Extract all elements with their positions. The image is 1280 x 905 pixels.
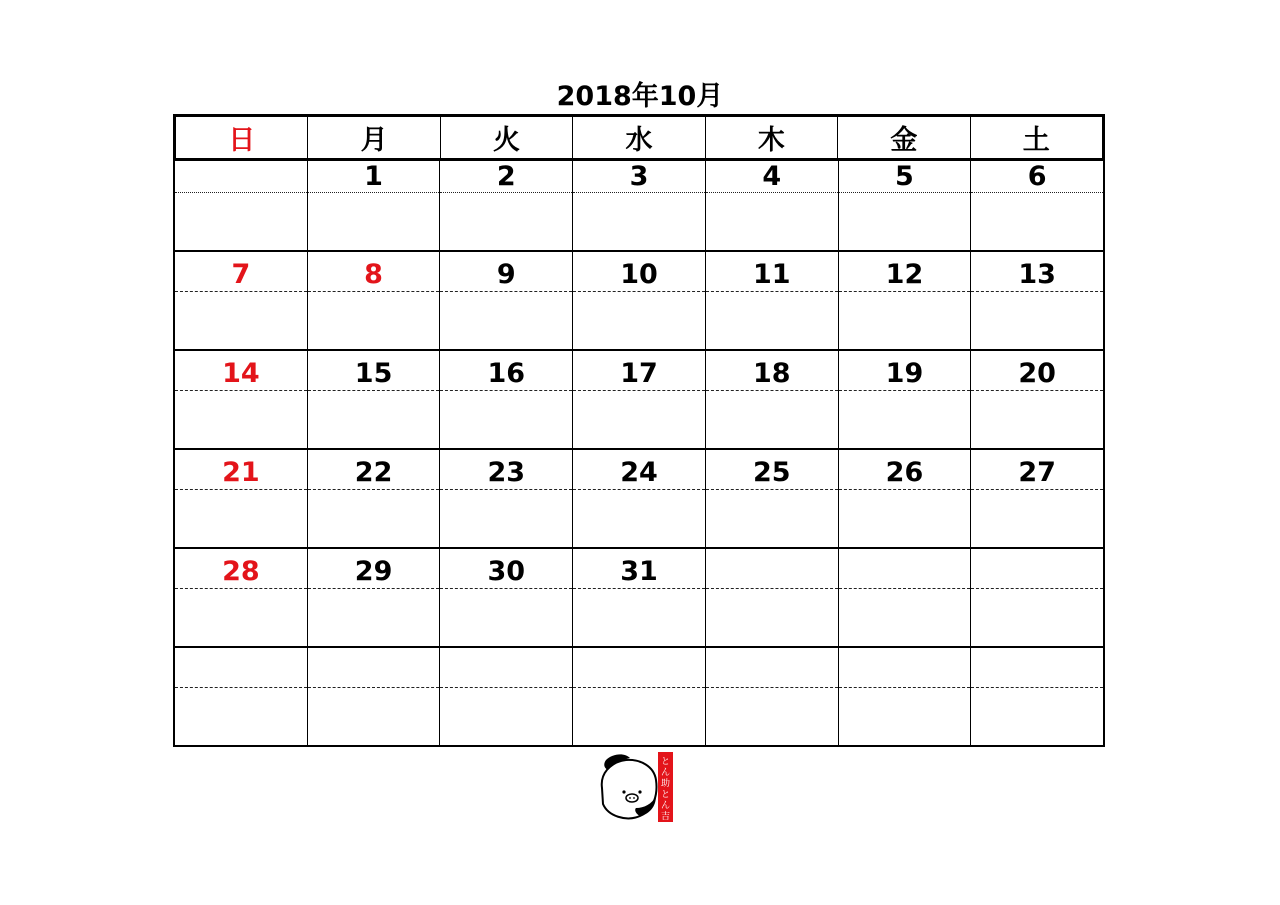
day-cell bbox=[572, 351, 705, 448]
day-cell bbox=[307, 351, 440, 448]
day-cell bbox=[439, 648, 572, 745]
day-number: 11 bbox=[706, 252, 838, 292]
day-cell bbox=[307, 549, 440, 646]
day-cell bbox=[705, 252, 838, 349]
week-row bbox=[173, 252, 1105, 351]
day-number bbox=[440, 648, 572, 688]
day-cell bbox=[175, 252, 307, 349]
calendar-grid bbox=[173, 114, 1105, 747]
day-cell bbox=[838, 549, 971, 646]
day-number: 12 bbox=[839, 252, 971, 292]
day-cell bbox=[705, 450, 838, 547]
day-number: 20 bbox=[971, 351, 1103, 391]
week-row bbox=[173, 549, 1105, 648]
day-number: 18 bbox=[706, 351, 838, 391]
day-number: 19 bbox=[839, 351, 971, 391]
weekday-header-row bbox=[173, 114, 1105, 161]
calendar-title: 2018年10月 bbox=[556, 81, 724, 112]
weekday-header: 木 bbox=[705, 117, 837, 158]
day-number: 6 bbox=[971, 161, 1103, 193]
day-cell bbox=[970, 351, 1103, 448]
stamp-char: ん bbox=[660, 801, 671, 811]
day-cell bbox=[705, 549, 838, 646]
day-cell bbox=[970, 549, 1103, 646]
stamp-char: 吉 bbox=[660, 812, 671, 822]
weekday-header: 火 bbox=[440, 117, 572, 158]
day-cell bbox=[705, 161, 838, 250]
day-number bbox=[573, 648, 705, 688]
day-cell bbox=[838, 252, 971, 349]
day-number bbox=[175, 161, 307, 193]
day-number: 31 bbox=[573, 549, 705, 589]
week-row bbox=[173, 351, 1105, 450]
day-cell bbox=[572, 549, 705, 646]
day-number bbox=[175, 648, 307, 688]
week-row bbox=[173, 450, 1105, 549]
day-number: 3 bbox=[573, 161, 705, 193]
day-number: 10 bbox=[573, 252, 705, 292]
day-number: 29 bbox=[308, 549, 440, 589]
day-number: 15 bbox=[308, 351, 440, 391]
day-cell bbox=[175, 161, 307, 250]
weekday-header: 日 bbox=[228, 125, 256, 156]
weekday-header: 月 bbox=[307, 117, 439, 158]
day-number: 26 bbox=[839, 450, 971, 490]
day-number: 22 bbox=[308, 450, 440, 490]
day-cell bbox=[838, 161, 971, 250]
day-cell bbox=[439, 450, 572, 547]
day-cell bbox=[705, 351, 838, 448]
stamp-char: ん bbox=[660, 768, 671, 778]
day-number: 27 bbox=[971, 450, 1103, 490]
day-number bbox=[308, 648, 440, 688]
day-cell bbox=[307, 252, 440, 349]
day-number: 9 bbox=[440, 252, 572, 292]
day-cell bbox=[572, 648, 705, 745]
day-number: 30 bbox=[440, 549, 572, 589]
day-cell bbox=[175, 351, 307, 448]
weekday-header: 土 bbox=[970, 117, 1102, 158]
day-cell bbox=[705, 648, 838, 745]
day-cell bbox=[175, 648, 307, 745]
day-number: 7 bbox=[175, 252, 307, 292]
week-row bbox=[173, 648, 1105, 747]
stamp-char: 助 bbox=[660, 779, 671, 789]
pig-mascot-logo-icon bbox=[596, 750, 680, 824]
day-number bbox=[971, 549, 1103, 589]
day-cell bbox=[838, 450, 971, 547]
day-cell bbox=[175, 450, 307, 547]
day-number: 24 bbox=[573, 450, 705, 490]
day-cell bbox=[307, 648, 440, 745]
day-cell bbox=[439, 161, 572, 250]
day-cell bbox=[175, 549, 307, 646]
day-cell bbox=[572, 161, 705, 250]
day-number: 1 bbox=[308, 161, 440, 193]
calendar-weeks bbox=[173, 161, 1105, 747]
day-cell bbox=[439, 351, 572, 448]
day-cell bbox=[970, 252, 1103, 349]
day-number bbox=[839, 648, 971, 688]
day-number: 25 bbox=[706, 450, 838, 490]
day-number: 21 bbox=[175, 450, 307, 490]
day-number: 4 bbox=[706, 161, 838, 193]
week-row bbox=[173, 161, 1105, 252]
day-cell bbox=[572, 450, 705, 547]
day-cell bbox=[970, 450, 1103, 547]
day-number: 8 bbox=[308, 252, 440, 292]
day-number: 28 bbox=[175, 549, 307, 589]
stamp-char: と bbox=[660, 757, 671, 767]
day-number: 23 bbox=[440, 450, 572, 490]
day-number: 5 bbox=[839, 161, 971, 193]
day-cell bbox=[838, 351, 971, 448]
day-cell bbox=[970, 161, 1103, 250]
day-number: 17 bbox=[573, 351, 705, 391]
day-number bbox=[706, 648, 838, 688]
day-number: 14 bbox=[175, 351, 307, 391]
day-cell bbox=[439, 549, 572, 646]
day-cell bbox=[970, 648, 1103, 745]
day-number: 16 bbox=[440, 351, 572, 391]
day-number bbox=[706, 549, 838, 589]
day-number bbox=[839, 549, 971, 589]
day-cell bbox=[572, 252, 705, 349]
day-number: 13 bbox=[971, 252, 1103, 292]
day-cell bbox=[307, 161, 440, 250]
day-cell bbox=[439, 252, 572, 349]
day-number bbox=[971, 648, 1103, 688]
weekday-header: 金 bbox=[837, 117, 969, 158]
day-cell bbox=[307, 450, 440, 547]
weekday-header: 水 bbox=[572, 117, 704, 158]
day-cell bbox=[838, 648, 971, 745]
stamp-char: と bbox=[660, 790, 671, 800]
day-number: 2 bbox=[440, 161, 572, 193]
